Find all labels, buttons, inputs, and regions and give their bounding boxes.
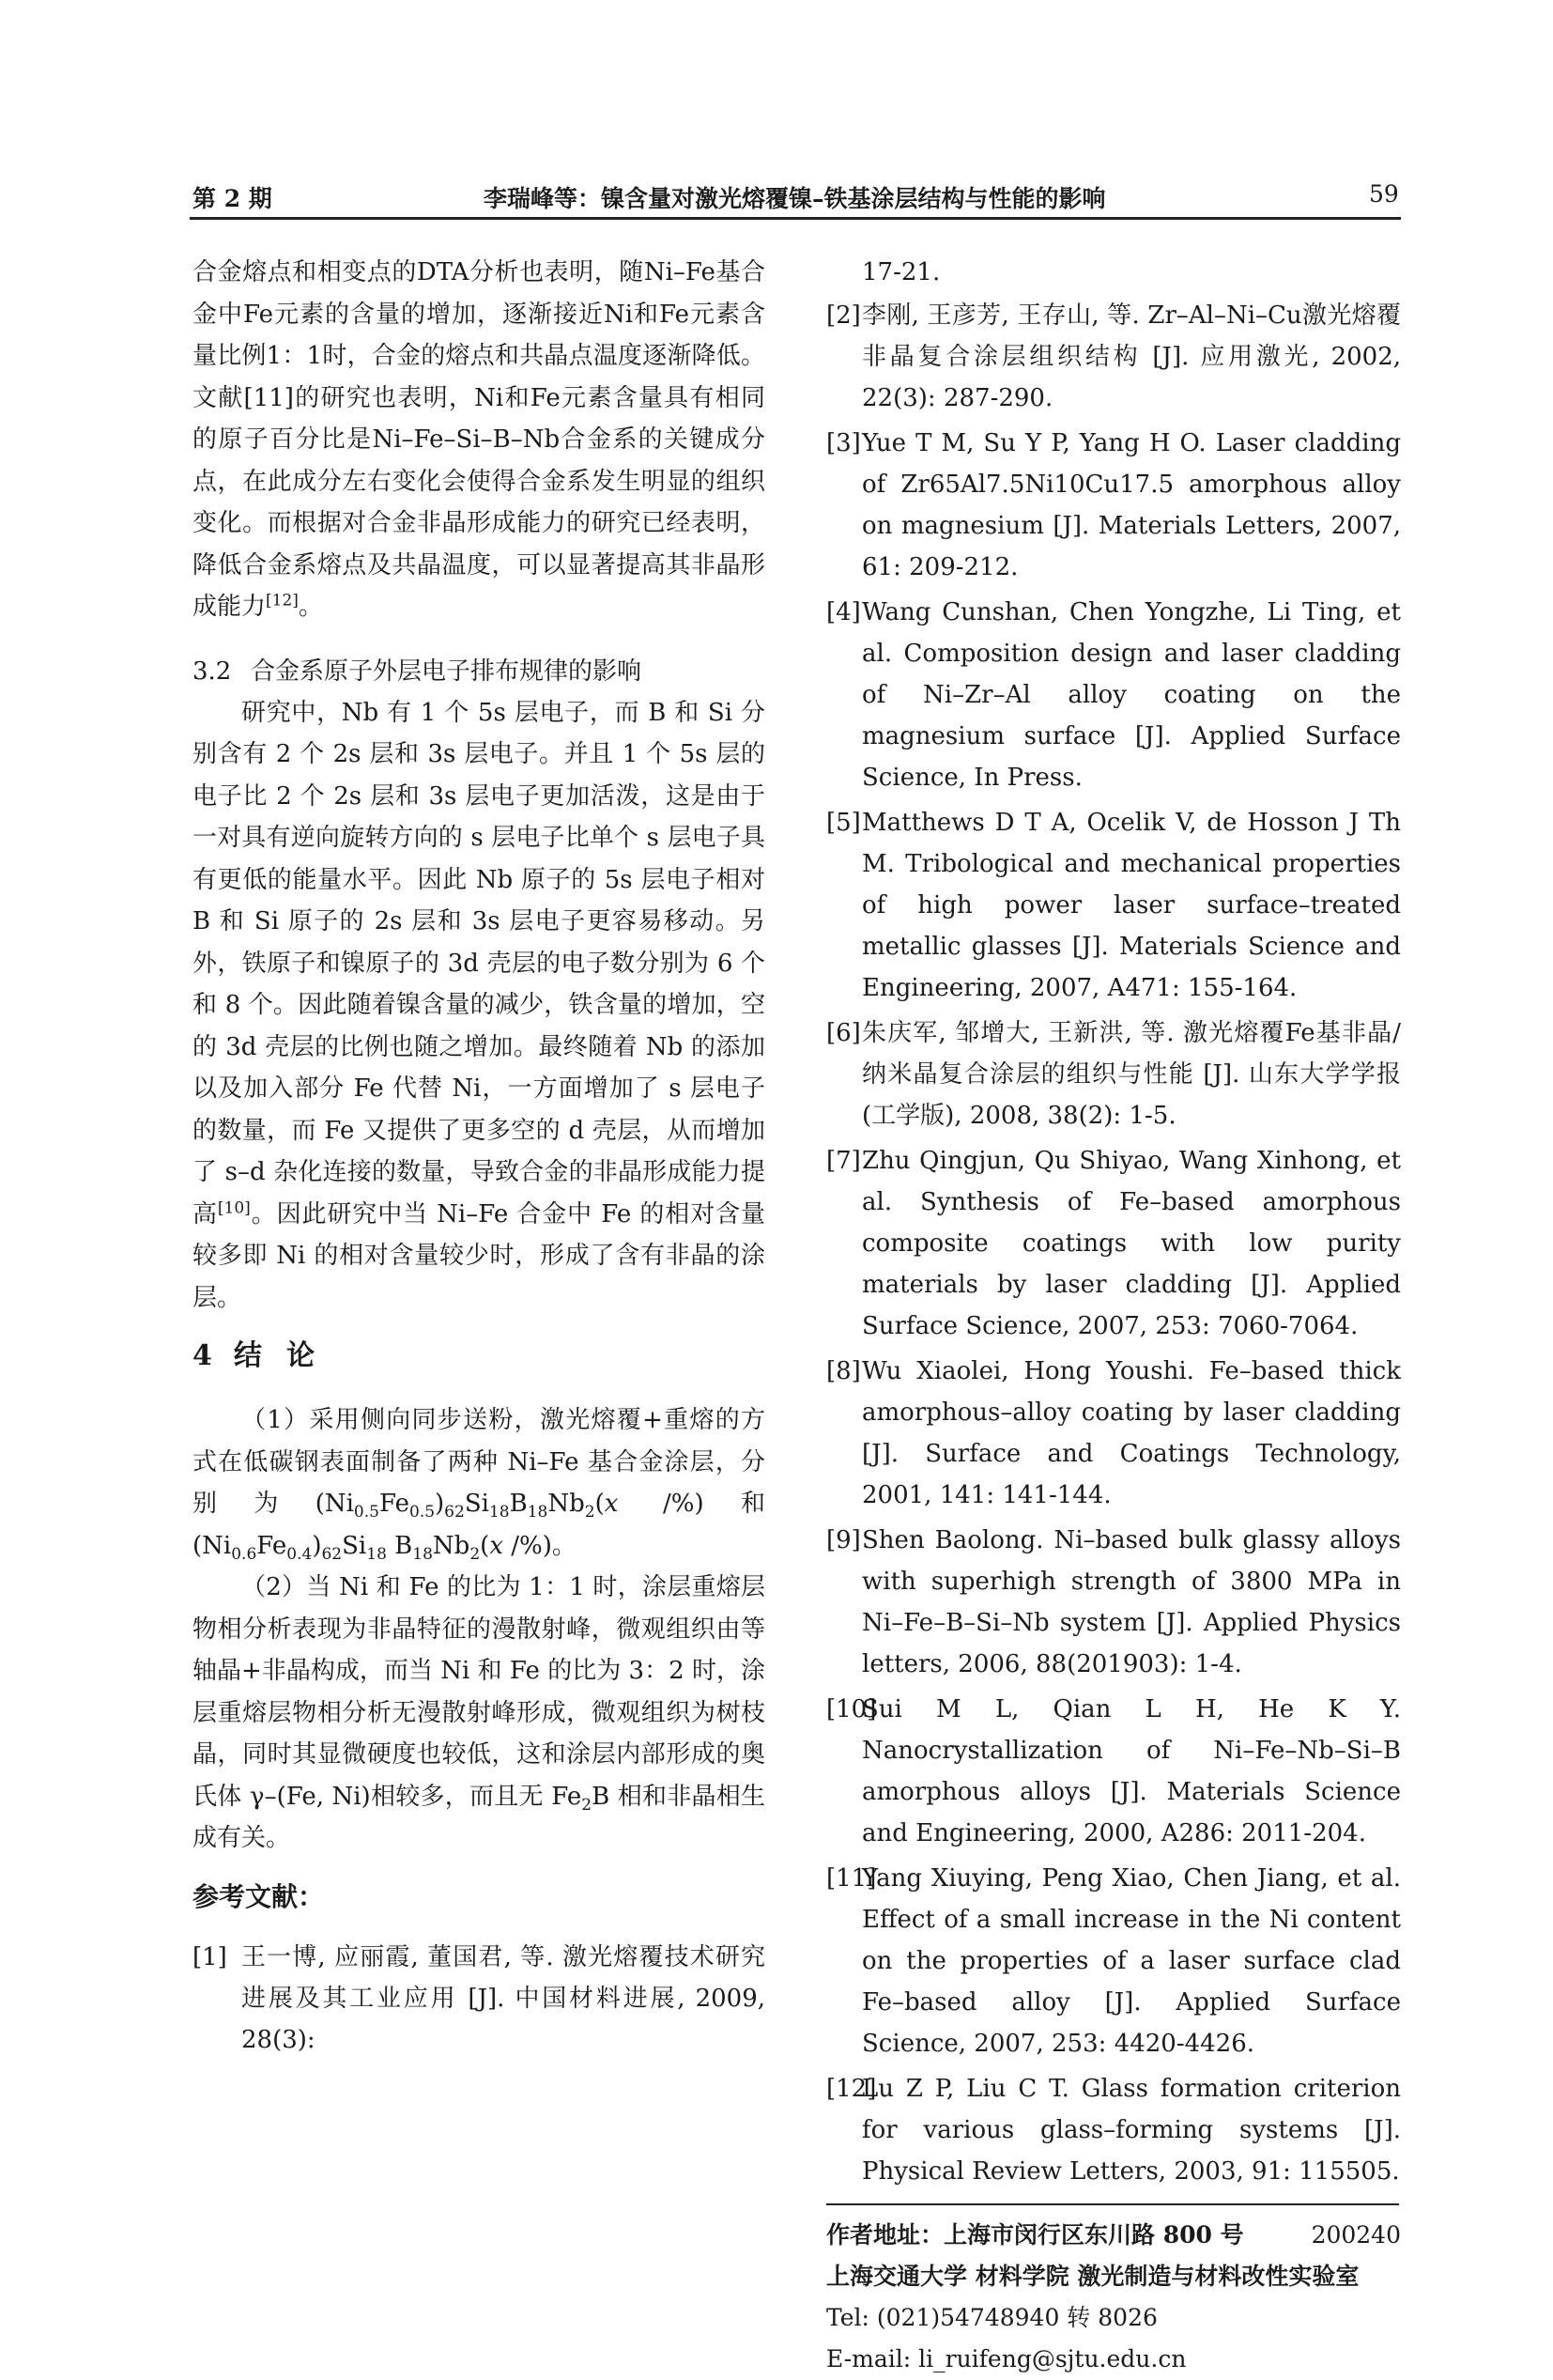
reference-item: [2] 李刚, 王彦芳, 王存山, 等. Zr–Al–Ni–Cu激光熔覆非晶复合涂层组织结构 [J]. 应用激光, 2002, 22(3): 287-290. (826, 301, 1401, 412)
header-rule (190, 217, 1401, 220)
paragraph-electron-arrangement: 研究中，Nb 有 1 个 5s 层电子，而 B 和 Si 分别含有 2 个 2s 层和 3s 层电子。并且 1 个 5s 层的电子比 2 个 2s 层和 3s 层电子更加活泼，这是由于一对具有逆向旋转方向的 s 层电子比单个 s 层电子具有更低的能量水平。因此 Nb 原子的 5s 层电子相对 B 和 Si 原子的 2s 层和 3s 层电子更容易移动。另外，铁原子和镍原子的 3d 壳层的电子数分别为 6 个和 8 个。因此随着镍含量的减少，铁含量的增加，空的 3d 壳层的比例也随之增加。最终随着 Nb 的添加以及加入部分 Fe 代替 Ni，一方面增加了 s 层电子的数量，而 Fe 又提供了更多空的 d 壳层，从而增加了 s–d 杂化连接的数量，导致合金的非晶形成能力提高[10]。因此研究中当 Ni–Fe 合金中 Fe 的相对含量较多即 Ni 的相对含量较少时，形成了含有非晶的涂层。 (192, 698, 765, 1312)
reference-item: [3] Yue T M, Su Y P, Yang H O. Laser cladding of Zr65Al7.5Ni10Cu17.5 amorphous alloy on magnesium [J]. Materials Letters, 2007, 61: 209-212. (826, 429, 1401, 581)
author-affiliation: 上海交通大学 材料学院 激光制造与材料改性实验室 (826, 2263, 1360, 2290)
citation: [12] (266, 591, 299, 610)
reference-item: [7] Zhu Qingjun, Qu Shiyao, Wang Xinhong, et al. Synthesis of Fe–based amorphous composite coatings with low purity materials by laser cladding [J]. Applied Surface Science, 2007, 253: 7060-7064. (826, 1147, 1401, 1340)
author-tel: Tel: (021)54748940 转 8026 (826, 2304, 1158, 2331)
left-column (192, 252, 765, 2064)
issue-number: 第 2 期 (192, 185, 272, 212)
author-address: 作者地址：上海市闵行区东川路 800 号 200240 (826, 2215, 1401, 2256)
author-email: E-mail: li_ruifeng@sjtu.edu.cn (826, 2345, 1187, 2372)
running-title: 李瑞峰等：镍含量对激光熔覆镍–铁基涂层结构与性能的影响 (484, 185, 1106, 212)
postal-code: 200240 (1311, 2221, 1401, 2249)
references-heading: 参考文献： (192, 1880, 325, 1912)
reference-item: [6] 朱庆军, 邹增大, 王新洪, 等. 激光熔覆Fe基非晶/纳米晶复合涂层的组织与性能 [J]. 山东大学学报(工学版), 2008, 38(2): 1-5. (826, 1019, 1401, 1130)
right-column (826, 252, 1401, 2380)
conclusion-2: （2）当 Ni 和 Fe 的比为 1：1 时，涂层重熔层物相分析表现为非晶特征的漫散射峰，微观组织由等轴晶+非晶构成，而当 Ni 和 Fe 的比为 3：2 时，涂层重熔层物相分析无漫散射峰形成，微观组织为树枝晶，同时其显微硬度也较低，这和涂层内部形成的奥氏体 γ–(Fe, Ni)相较多，而且无 $Fe_2B$ 相和非晶相生成有关。 (192, 1573, 765, 1852)
conclusion-1: （1）采用侧向同步送粉，激光熔覆+重熔的方式在低碳钢表面制备了两种 Ni–Fe 基合金涂层，分别为$(Ni_{0.5}Fe_{0.5})_{62}Si_{18}B_{18}Nb_2(x$ /%)和$(Ni_{0.6}Fe_{0.4})_{62}Si_{18}$ $B_{18}Nb_2(x$ /%)。 (192, 1406, 765, 1564)
citation: [10] (217, 1198, 251, 1217)
reference-item: [10] Sui M L, Qian L H, He K Y. Nanocrystallization of Ni–Fe–Nb–Si–B amorphous alloys [J]. Materials Science and Engineering, 2000, A286: 2011-204. (826, 1695, 1401, 1847)
section-heading-conclusion: 4 结论 (192, 1339, 339, 1372)
reference-item: [12] Lu Z P, Liu C T. Glass formation criterion for various glass–forming systems [J]. Physical Review Letters, 2003, 91: 115505. (826, 2075, 1401, 2186)
page-number: 59 (1369, 180, 1399, 208)
paragraph-dta-analysis: 合金熔点和相变点的DTA分析也表明，随Ni–Fe基合金中Fe元素的含量的增加，逐渐接近Ni和Fe元素含量比例1：1时，合金的熔点和共晶点温度逐渐降低。文献[11]的研究也表明，Ni和Fe元素含量具有相同的原子百分比是Ni–Fe–Si–B–Nb合金系的关键成分点，在此成分左右变化会使得合金系发生明显的组织变化。而根据对合金非晶形成能力的研究已经表明，降低合金系熔点及共晶温度，可以显著提高其非晶形成能力[12]。 (192, 258, 765, 621)
reference-item: [4] Wang Cunshan, Chen Yongzhe, Li Ting, et al. Composition design and laser cladding of Ni–Zr–Al alloy coating on the magnesium surface [J]. Applied Surface Science, In Press. (826, 598, 1401, 792)
reference-continuation: 17-21. (862, 258, 941, 286)
reference-item: [11] Yang Xiuying, Peng Xiao, Chen Jiang, et al. Effect of a small increase in the Ni content on the properties of a laser surface clad Fe–based alloy [J]. Applied Surface Science, 2007, 253: 4420-4426. (826, 1864, 1401, 2058)
subsection-heading: 3.2 合金系原子外层电子排布规律的影响 (192, 657, 642, 686)
reference-item: [8] Wu Xiaolei, Hong Youshi. Fe–based thick amorphous–alloy coating by laser cladding [J]. Surface and Coatings Technology, 2001, 141: 141-144. (826, 1357, 1401, 1509)
reference-item: [5] Matthews D T A, Ocelik V, de Hosson J Th M. Tribological and mechanical properties of high power laser surface–treated metallic glasses [J]. Materials Science and Engineering, 2007, A471: 155-164. (826, 809, 1401, 1002)
reference-item: [1] 王一博, 应丽霞, 董国君, 等. 激光熔覆技术研究进展及其工业应用 [J]. 中国材料进展, 2009, 28(3): (192, 1942, 765, 2054)
address-rule (826, 2203, 1399, 2205)
reference-item: [9] Shen Baolong. Ni–based bulk glassy alloys with superhigh strength of 3800 MPa in Ni–Fe–B–Si–Nb system [J]. Applied Physics letters, 2006, 88(201903): 1-4. (826, 1526, 1401, 1678)
